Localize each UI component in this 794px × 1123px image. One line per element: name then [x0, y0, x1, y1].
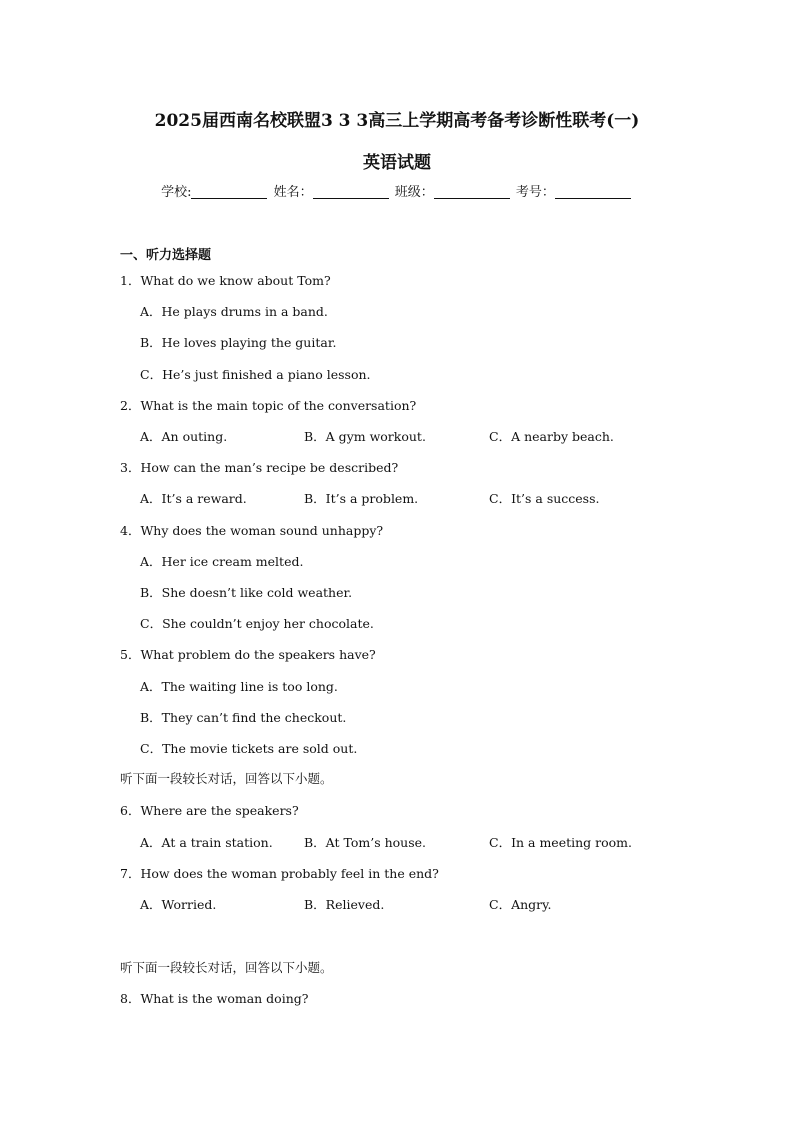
question-6-option-b: B．At Tom’s house. — [304, 835, 427, 850]
question-1-option-c: C．He’s just finished a piano lesson. — [140, 367, 371, 382]
question-3: 3．How can the man’s recipe be described? — [120, 460, 399, 475]
question-3-option-a: A．It’s a reward. — [140, 491, 247, 506]
question-4-option-b: B．She doesn’t like cold weather. — [140, 585, 353, 600]
class-blank[interactable] — [434, 185, 510, 199]
question-7-option-a: A．Worried. — [140, 897, 217, 912]
question-7: 7．How does the woman probably feel in the end? — [120, 866, 439, 881]
school-blank[interactable] — [191, 185, 267, 199]
question-1-option-b: B．He loves playing the guitar. — [140, 335, 337, 350]
question-6-option-a: A．At a train station. — [140, 835, 273, 850]
question-5-option-c: C．The movie tickets are sold out. — [140, 741, 358, 756]
question-8: 8．What is the woman doing? — [120, 991, 309, 1006]
question-3-option-c: C．It’s a success. — [489, 491, 600, 506]
exam-subtitle: 英语试题 — [363, 153, 431, 173]
name-label: 姓名： — [273, 185, 313, 200]
question-2-option-a: A．An outing. — [140, 429, 228, 444]
question-5: 5．What problem do the speakers have? — [120, 647, 376, 662]
question-3-option-b: B．It’s a problem. — [304, 491, 419, 506]
question-6: 6．Where are the speakers? — [120, 803, 299, 818]
question-7-option-b: B．Relieved. — [304, 897, 385, 912]
question-2: 2．What is the main topic of the conversation? — [120, 398, 417, 413]
name-blank[interactable] — [313, 185, 389, 199]
exam-title: 2025届西南名校联盟3 3 3高三上学期高考备考诊断性联考(一) — [154, 111, 640, 131]
question-5-option-a: A．The waiting line is too long. — [140, 679, 338, 694]
question-7-option-c: C．Angry. — [489, 897, 552, 912]
class-label: 班级： — [394, 185, 434, 200]
listening-instruction: 听下面一段较长对话，回答以下小题。 — [120, 771, 333, 786]
question-4: 4．Why does the woman sound unhappy? — [120, 523, 384, 538]
question-2-option-c: C．A nearby beach. — [489, 429, 614, 444]
exam-number-label: 考号： — [515, 185, 555, 200]
question-4-option-a: A．Her ice cream melted. — [140, 554, 304, 569]
school-label: 学校: — [161, 185, 192, 200]
section-heading: 一、听力选择题 — [120, 248, 212, 263]
question-1: 1．What do we know about Tom? — [120, 273, 331, 288]
listening-instruction-2: 听下面一段较长对话，回答以下小题。 — [120, 960, 333, 975]
question-1-option-a: A．He plays drums in a band. — [140, 304, 328, 319]
question-6-option-c: C．In a meeting room. — [489, 835, 632, 850]
exam-number-blank[interactable] — [555, 185, 631, 199]
question-5-option-b: B．They can’t find the checkout. — [140, 710, 347, 725]
question-2-option-b: B．A gym workout. — [304, 429, 426, 444]
question-4-option-c: C．She couldn’t enjoy her chocolate. — [140, 616, 374, 631]
student-info-line — [0, 181, 794, 200]
